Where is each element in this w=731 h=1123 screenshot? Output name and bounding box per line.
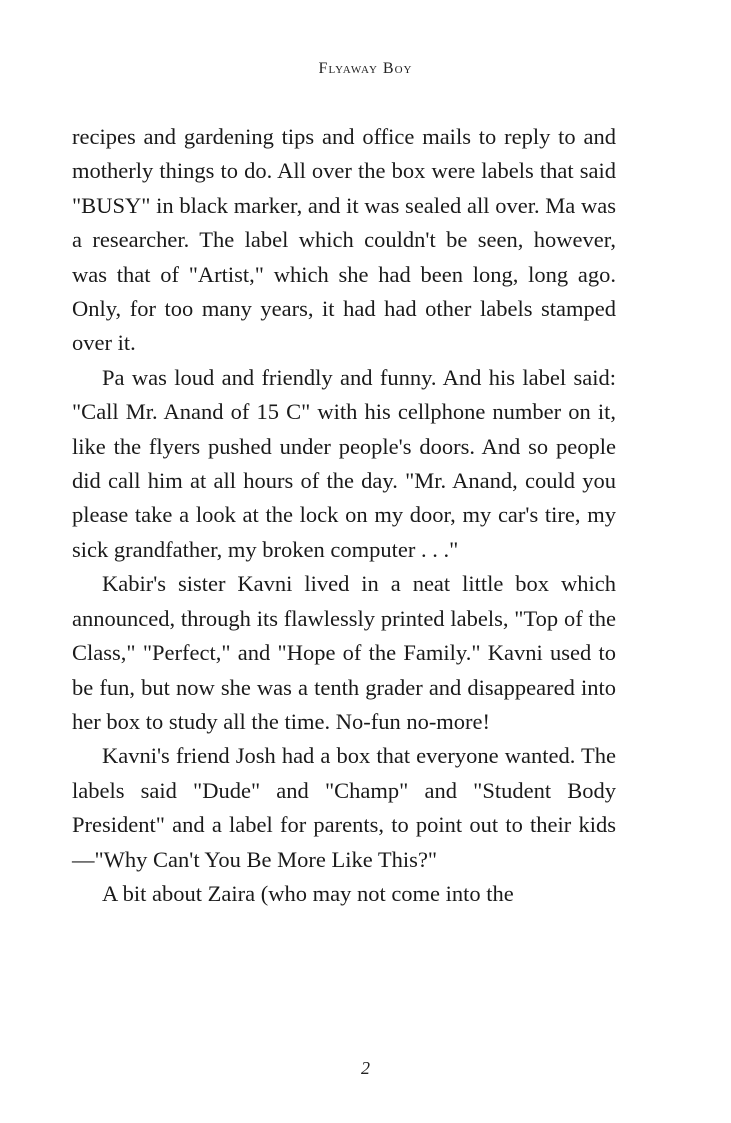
body-text xyxy=(72,120,616,911)
page-number: 2 xyxy=(361,1058,370,1078)
paragraph: recipes and gardening tips and office mails to reply to and motherly things to do. All over the box were labels that said "BUSY" in black marker, and it was sealed all over. Ma was a researcher. The label which couldn't be seen, however, was that of "Artist," which she had been long, long ago. Only, for too many years, it had had other labels stamped over it. xyxy=(72,124,616,356)
paragraph: Pa was loud and friendly and funny. And his label said: "Call Mr. Anand of 15 C" with his cellphone number on it, like the flyers pushed under people's doors. And so people did call him at all hours of the day. "Mr. Anand, could you please take a look at the lock on my door, my car's tire, my sick grandfather, my broken computer . . ." xyxy=(72,364,616,562)
paragraph: Kabir's sister Kavni lived in a neat little box which announced, through its flawlessly printed labels, "Top of the Class," "Perfect," and "Hope of the Family." Kavni used to be fun, but now she was a tenth grader and disappeared into her box to study all the time. No-fun no-more! xyxy=(72,571,616,734)
paragraph: Kavni's friend Josh had a box that everyone wanted. The labels said "Dude" and "Champ" and "Student Body President" and a label for parents, to point out to their kids—"Why Can't You Be More Like This?" xyxy=(72,743,616,872)
running-head: Flyaway Boy xyxy=(318,60,413,77)
paragraph: A bit about Zaira (who may not come into the xyxy=(102,880,514,906)
